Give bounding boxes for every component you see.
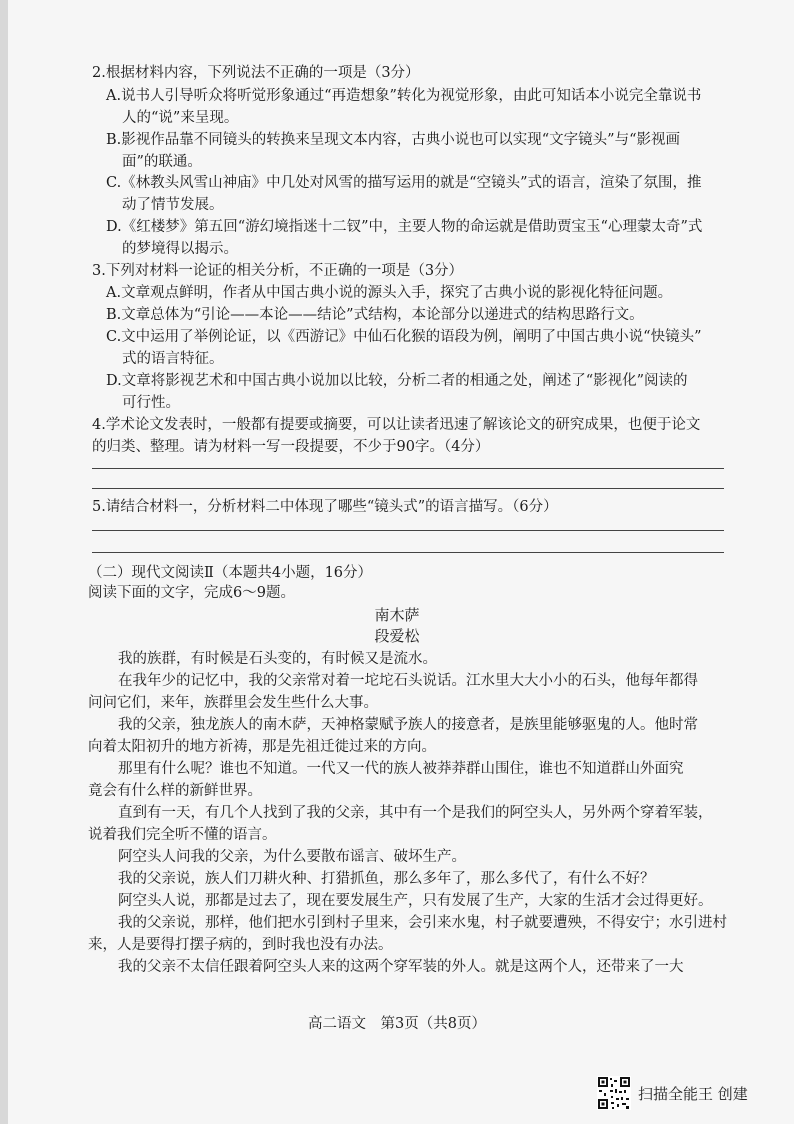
- passage-line: 竟会有什么样的新鲜世界。: [88, 783, 262, 799]
- q2-option-b-cont: 面”的联通。: [122, 154, 202, 170]
- q3-option-a: A.文章观点鲜明，作者从中国古典小说的源头入手，探究了古典小说的影视化特征问题。: [106, 285, 673, 301]
- passage-line: 来，人是要得打摆子病的，到时我也没有办法。: [88, 937, 393, 953]
- q3-option-b: B.文章总体为“引论——本论——结论”式结构，本论部分以递进式的结构思路行文。: [106, 307, 644, 323]
- q2-option-b: B.影视作品靠不同镜头的转换来呈现文本内容，古典小说也可以实现“文字镜头”与“影视画: [106, 132, 680, 148]
- q2-option-c: C.《林教头风雪山神庙》中几处对风雪的描写运用的就是“空镜头”式的语言，渲染了氛围，推: [106, 175, 702, 191]
- q3-stem: 3.下列对材料一论证的相关分析，不正确的一项是（3分）: [92, 263, 464, 279]
- passage-line: 那里有什么呢？谁也不知道。一代又一代的族人被莽莽群山围住，谁也不知道群山外面究: [118, 761, 684, 777]
- passage-line: 我的父亲不太信任跟着阿空头人来的这两个穿军装的外人。就是这两个人，还带来了一大: [118, 959, 684, 975]
- section-instruction: 阅读下面的文字，完成6～9题。: [88, 585, 295, 601]
- passage-line: 直到有一天，有几个人找到了我的父亲，其中有一个是我们的阿空头人，另外两个穿着军装，: [118, 805, 713, 821]
- passage-line: 问问它们，来年，族群里会发生些什么大事。: [88, 695, 378, 711]
- passage-line: 说着我们完全听不懂的语言。: [88, 827, 277, 843]
- answer-line: [92, 468, 724, 469]
- q2-option-a: A.说书人引导听众将听觉形象通过“再造想象”转化为视觉形象，由此可知话本小说完全靠说书: [106, 88, 702, 104]
- passage-line: 阿空头人说，那都是过去了，现在要发展生产，只有发展了生产，大家的生活才会过得更好。: [118, 893, 713, 909]
- passage-title: 南木萨: [374, 606, 420, 624]
- passage-line: 我的父亲说，族人们刀耕火种、打猎抓鱼，那么多年了，那么多代了，有什么不好？: [118, 871, 655, 887]
- q3-option-d: D.文章将影视艺术和中国古典小说加以比较，分析二者的相通之处，阐述了“影视化”阅读的: [106, 373, 688, 389]
- answer-line: [92, 488, 724, 489]
- q3-option-d-cont: 可行性。: [122, 395, 180, 411]
- answer-line: [92, 552, 724, 553]
- q2-option-a-cont: 人的“说”来呈现。: [122, 110, 239, 126]
- q4-line1: 4.学术论文发表时，一般都有提要或摘要，可以让读者迅速了解该论文的研究成果，也便于论文: [92, 417, 701, 433]
- q2-option-d-cont: 的梦境得以揭示。: [122, 241, 238, 257]
- q5-line1: 5.请结合材料一，分析材料二中体现了哪些“镜头式”的语言描写。（6分）: [92, 499, 558, 515]
- scan-edge: [0, 0, 8, 1124]
- passage-line: 在我年少的记忆中，我的父亲常对着一坨坨石头说话。江水里大大小小的石头，他每年都得: [118, 673, 698, 689]
- passage-line: 向着太阳初升的地方祈祷，那是先祖迁徙过来的方向。: [88, 739, 436, 755]
- passage-line: 我的族群，有时候是石头变的，有时候又是流水。: [118, 651, 437, 667]
- passage-line: 我的父亲，独龙族人的南木萨，天神格蒙赋予族人的接意者，是族里能够驱鬼的人。他时常: [118, 717, 698, 733]
- passage-line: 我的父亲说，那样，他们把水引到村子里来，会引来水鬼，村子就要遭殃，不得安宁；水引进村: [118, 915, 727, 931]
- q3-option-c: C.文中运用了举例论证，以《西游记》中仙石化猴的语段为例，阐明了中国古典小说“快镜头”: [106, 329, 702, 345]
- qr-code-icon: [597, 1076, 631, 1110]
- q2-option-d: D.《红楼梦》第五回“游幻境指迷十二钗”中，主要人物的命运就是借助贾宝玉“心理蒙太奇”式: [106, 219, 703, 235]
- q3-option-c-cont: 式的语言特征。: [122, 351, 224, 367]
- passage-author: 段爱松: [374, 627, 420, 645]
- scanner-watermark: 扫描全能王 创建: [638, 1085, 748, 1103]
- section-heading: （二）现代文阅读Ⅱ（本题共4小题，16分）: [88, 565, 373, 581]
- passage-line: 阿空头人问我的父亲，为什么要散布谣言、破坏生产。: [118, 849, 466, 865]
- q4-line2: 的归类、整理。请为材料一写一段提要，不少于90字。（4分）: [92, 439, 490, 455]
- page-footer: 高二语文 第3页（共8页）: [308, 1016, 486, 1032]
- answer-line: [92, 530, 724, 531]
- q2-stem: 2.根据材料内容，下列说法不正确的一项是（3分）: [92, 65, 420, 81]
- q2-option-c-cont: 动了情节发展。: [122, 197, 224, 213]
